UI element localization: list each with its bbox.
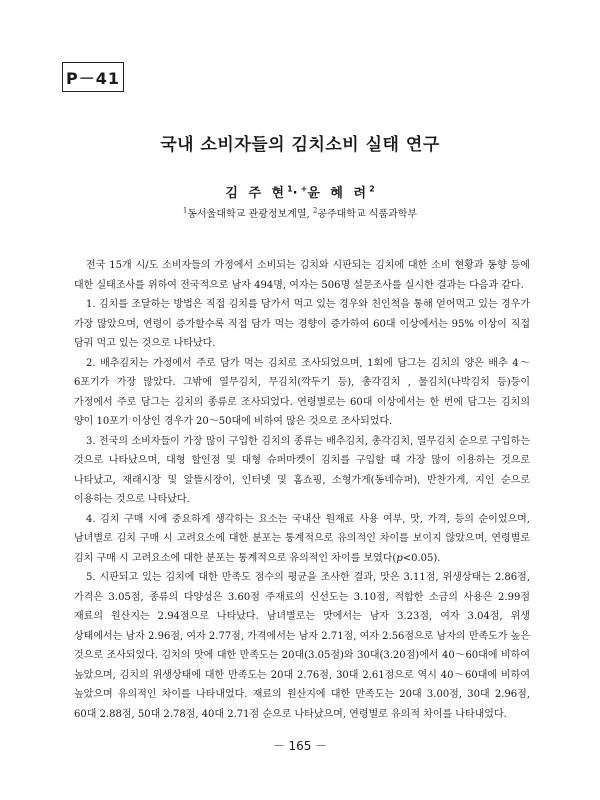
affiliation-mark: 1	[182, 206, 188, 215]
body-paragraph: 1. 김치를 조달하는 방법은 직접 김치를 담가서 먹고 있는 경우와 친인척을 통해 얻어먹고 있는 경우가 가장 많았으며, 연령이 증가할수록 직접 담가 먹는 경향이 증가하여 60대 이상에서는 95% 이상이 직접 담궈 먹고 있는 것으로 나타났다.	[74, 299, 530, 349]
abstract-body	[74, 256, 530, 724]
corresponding-author-mark: +	[300, 184, 308, 194]
paper-id-label: P－41	[62, 62, 124, 92]
paragraph-text: <0.05).	[402, 552, 441, 564]
author-name: 김 주 현	[225, 186, 288, 201]
body-paragraph: 5. 시판되고 있는 김치에 대한 만족도 점수의 평균을 조사한 결과, 맛은 3.11점, 위생상태는 2.86점, 가격은 3.05점, 종류의 다양성은 3.60점 주재료의 신선도는 3.10점, 적합한 소금의 사용은 2.99점 재료의 원산지는 2.94점으로 나타났다. 남녀별로는 맛에서는 남자 3.23점, 여자 3.04점, 위생 상태에서는 남자 2.96점, 여자 2.77점, 가격에서는 남자 2.71점, 여자 2.56점으로 남자의 만족도가 높은 것으로 조사되었다. 김치의 맛에 대한 만족도는 20대(3.05점)와 30대(3.20점)에서 40～60대에 비하여 높았으며, 김치의 위생상태에 대한 만족도는 20대 2.76점, 30대 2.61점으로 역시 40～60대에 비하여 높았으며 유의적인 차이를 나타내었다. 재료의 원산지에 대한 만족도는 20대 3.00점, 30대 2.96점, 60대 2.88점, 50대 2.78점, 40대 2.71점 순으로 나타났으며, 연령별로 유의적 차이를 나타내었다.	[74, 572, 530, 720]
author-separator: ·	[292, 186, 301, 201]
affiliation-mark: 2	[312, 206, 318, 215]
body-paragraph: 2. 배추김치는 가정에서 주로 담가 먹는 김치로 조사되었으며, 1회에 담그는 김치의 양은 배추 4～6포기가 가장 많았다. 그밖에 열무김치, 무김치(깍두기 등), 총각김치 , 물김치(나박김치 등)등이 가정에서 주로 담그는 김치의 종류로 조사되었다. 연령별로는 60대 이상에서는 한 번에 담그는 김치의 양이 10포기 이상인 경우가 20～50대에 비하여 많은 것으로 조사되었다.	[74, 357, 530, 427]
affiliation-text: 동서울대학교 관광정보계열,	[187, 209, 313, 220]
author-line	[0, 182, 600, 201]
affiliation-line	[0, 205, 600, 220]
body-paragraph: 전국 15개 시/도 소비자들의 가정에서 소비되는 김치와 시판되는 김치에 대한 소비 현황과 동향 등에 대한 실태조사를 위하여 전국적으로 남자 494명, 여자는 506명 설문조사를 실시한 결과는 다음과 같다.	[74, 260, 530, 291]
author-affiliation-mark: 2	[369, 184, 375, 194]
page-number: － 165 －	[272, 739, 328, 753]
body-paragraph	[74, 510, 530, 569]
paragraph-text: 4. 김치 구매 시에 중요하게 생각하는 요소는 국내산 원재료 사용 여부, 맛, 가격, 등의 순이었으며, 남녀별로 김치 구매 시 고려요소에 대한 분포는 통계적으로 유의적인 차이를 보이지 않았으며, 연령별로 김치 구매 시 고려요소에 대한 분포는 통계적으로 유의적인 차이를 보였다(	[74, 513, 530, 564]
body-paragraph: 3. 전국의 소비자들이 가장 많이 구입한 김치의 종류는 배추김치, 총각김치, 열무김치 순으로 구입하는 것으로 나타났으며, 대형 할인점 및 대형 슈퍼마켓이 김치를 구입할 때 가장 많이 이용하는 것으로 나타났고, 재래시장 및 알뜰시장이, 인터넷 및 홈쇼핑, 소형가게(동네슈퍼), 반찬가게, 지인 순으로 이용하는 것으로 나타났다.	[74, 435, 530, 505]
author-name: 윤 혜 려	[307, 186, 370, 201]
affiliation-text: 공주대학교 식품과학부	[317, 209, 418, 220]
author-affiliation-mark: 1	[287, 184, 293, 194]
p-value-symbol: p	[396, 552, 403, 564]
paper-title: 국내 소비자들의 김치소비 실태 연구	[160, 135, 440, 155]
